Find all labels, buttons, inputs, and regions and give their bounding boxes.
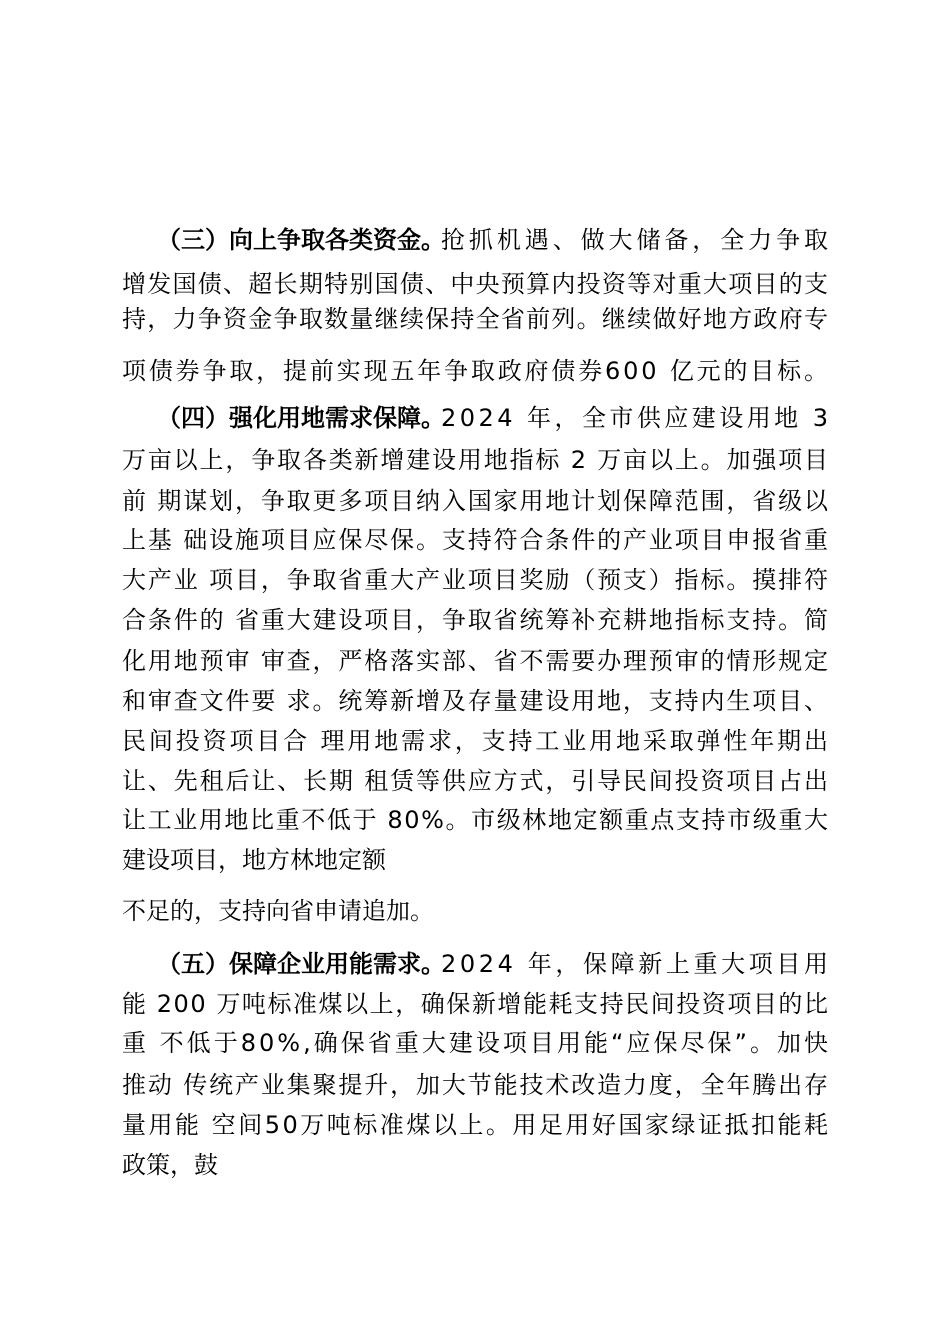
paragraph-text: 2024 年，全市供应建设用地 3 (441, 404, 832, 432)
text-line (0, 301, 950, 337)
text-line (0, 483, 950, 519)
paragraph-text: 增发国债、超长期特别国债、中央预算内投资等对重大项目的支 (122, 270, 830, 298)
text-line (0, 842, 950, 878)
text-line (0, 893, 950, 929)
paragraph-text: 上基 础设施项目应保尽保。支持符合条件的产业项目申报省重 (122, 526, 830, 554)
paragraph-text: 重 不低于80%,确保省重大建设项目用能“应保尽保”。加快 (122, 1029, 832, 1057)
text-line (0, 683, 950, 719)
text-line (0, 562, 950, 598)
paragraph-text: 让工业用地比重不低于 80%。市级林地定额重点支持市级重大 (122, 806, 830, 834)
section-heading: （五）保障企业用能需求。 (157, 950, 445, 978)
text-line (0, 643, 950, 679)
section-heading: （三）向上争取各类资金。 (157, 226, 445, 254)
text-line (0, 400, 950, 436)
paragraph-text: 建设项目，地方林地定额 (122, 846, 386, 874)
paragraph-text: 大产业 项目，争取省重大产业项目奖励（预支）指标。摸排符 (122, 566, 830, 594)
paragraph-text: 政策，鼓 (122, 1151, 218, 1179)
paragraph-text: 万亩以上，争取各类新增建设用地指标 2 万亩以上。加强项目 (122, 446, 830, 474)
paragraph-text: 不足的，支持向省申请追加。 (122, 897, 434, 925)
paragraph-text: 抢抓机遇、做大储备，全力争取 (441, 226, 832, 254)
paragraph-text: 合条件的 省重大建设项目，争取省统筹补充耕地指标支持。简 (122, 606, 830, 634)
paragraph-text: 推动 传统产业集聚提升，加大节能技术改造力度，全年腾出存 (122, 1071, 830, 1099)
text-line (0, 723, 950, 759)
text-line (0, 222, 950, 258)
text-line (0, 1067, 950, 1103)
text-line (0, 802, 950, 838)
text-line (0, 442, 950, 478)
paragraph-text: 让、先租后让、长期 租赁等供应方式，引导民间投资项目占出 (122, 767, 830, 795)
text-line (0, 1147, 950, 1183)
paragraph-text: 民间投资项目合 理用地需求，支持工业用地采取弹性年期出 (122, 727, 831, 755)
section-heading: （四）强化用地需求保障。 (157, 404, 445, 432)
paragraph-text: 化用地预审 审查，严格落实部、省不需要办理预审的情形规定 (122, 647, 830, 675)
text-line (0, 986, 950, 1022)
paragraph-text: 能 200 万吨标准煤以上，确保新增能耗支持民间投资项目的比 (122, 990, 830, 1018)
text-line (0, 602, 950, 638)
paragraph-text: 项债券争取，提前实现五年争取政府债券600 亿元的目标。 (122, 357, 831, 385)
paragraph-text: 持，力争资金争取数量继续保持全省前列。继续做好地方政府专 (122, 305, 830, 333)
paragraph-text: 量用能 空间50万吨标准煤以上。用足用好国家绿证抵扣能耗 (122, 1111, 831, 1139)
paragraph-text: 和审查文件要 求。统筹新增及存量建设用地，支持内生项目、 (122, 687, 830, 715)
text-line (0, 946, 950, 982)
text-line (0, 522, 950, 558)
paragraph-text: 2024 年，保障新上重大项目用 (441, 950, 832, 978)
text-line (0, 1107, 950, 1143)
text-line (0, 353, 950, 389)
paragraph-text: 前 期谋划，争取更多项目纳入国家用地计划保障范围，省级以 (122, 487, 830, 515)
text-line (0, 266, 950, 302)
text-line (0, 1025, 950, 1061)
text-line (0, 763, 950, 799)
